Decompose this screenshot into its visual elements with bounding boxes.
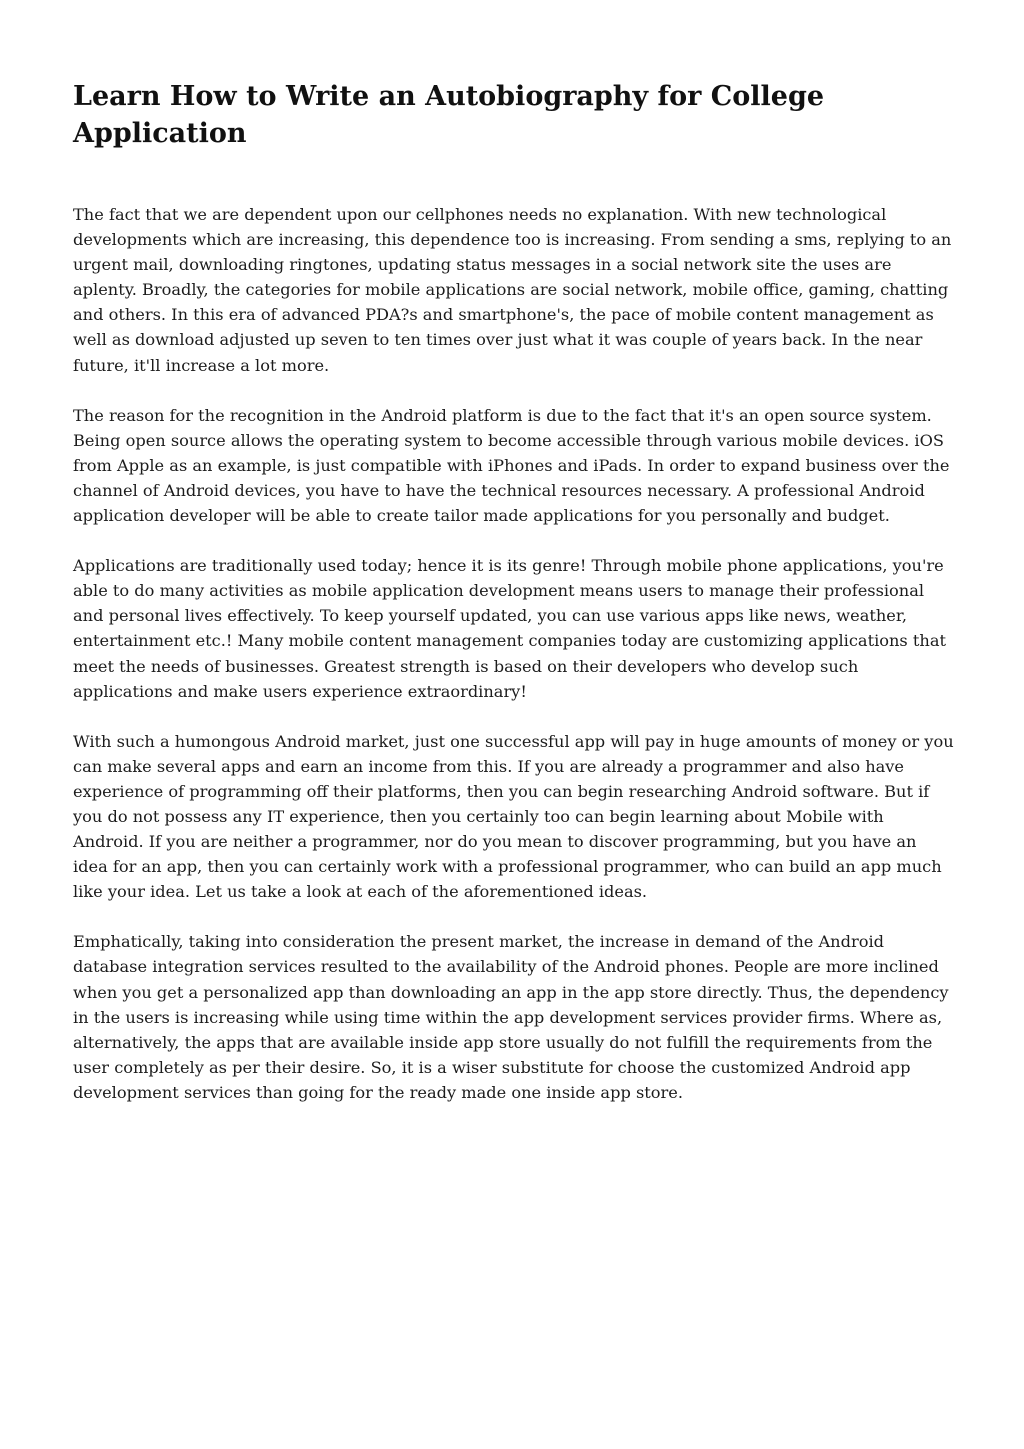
paragraph-3: Applications are traditionally used today; hence it is its genre! Through mobile phone applications, you're able to do many activities as mobile application development means users to manage their professional and personal lives effectively. To keep yourself updated, you can use various apps like news, weather, entertainment etc.! Many mobile content management companies today are customizing applications that meet the needs of businesses. Greatest strength is based on their developers who develop such applications and make users experience extraordinary! xyxy=(73,556,946,701)
document-title: Learn How to Write an Autobiography for College Application xyxy=(73,81,825,149)
paragraph-4: With such a humongous Android market, just one successful app will pay in huge amounts of money or you can make several apps and earn an income from this. If you are already a programmer and also have experience of programming off their platforms, then you can begin researching Android software. But if you do not possess any IT experience, then you certainly too can begin learning about Mobile with Android. If you are neither a programmer, nor do you mean to discover programming, but you have an idea for an app, then you can certainly work with a professional programmer, who can build an app much like your idea. Let us take a look at each of the aforementioned ideas. xyxy=(73,731,954,902)
paragraph-5: Emphatically, taking into consideration the present market, the increase in demand of the Android database integration services resulted to the availability of the Android phones. People are more inclined when you get a personalized app than downloading an app in the app store directly. Thus, the dependency in the users is increasing while using time within the app development services provider firms. Where as, alternatively, the apps that are available inside app store usually do not fulfill the requirements from the user completely as per their desire. So, it is a wiser substitute for choose the customized Android app development services than going for the ready made one inside app store. xyxy=(73,932,949,1102)
paragraph-2: The reason for the recognition in the Android platform is due to the fact that it's an open source system. Being open source allows the operating system to become accessible through various mobile devices. iOS from Apple as an example, is just compatible with iPhones and iPads. In order to expand business over the channel of Android devices, you have to have the technical resources necessary. A professional Android application developer will be able to create tailor made applications for you personally and budget. xyxy=(73,405,950,526)
paragraph-1: The fact that we are dependent upon our cellphones needs no explanation. With new technological developments which are increasing, this dependence too is increasing. From sending a sms, replying to an urgent mail, downloading ringtones, updating status messages in a social network site the uses are aplenty. Broadly, the categories for mobile applications are social network, mobile office, gaming, chatting and others. In this era of advanced PDA?s and smartphone's, the pace of mobile content management as well as download adjusted up seven to ten times over just what it was couple of years back. In the near future, it'll increase a lot more. xyxy=(73,205,952,375)
document-page xyxy=(73,78,955,1130)
